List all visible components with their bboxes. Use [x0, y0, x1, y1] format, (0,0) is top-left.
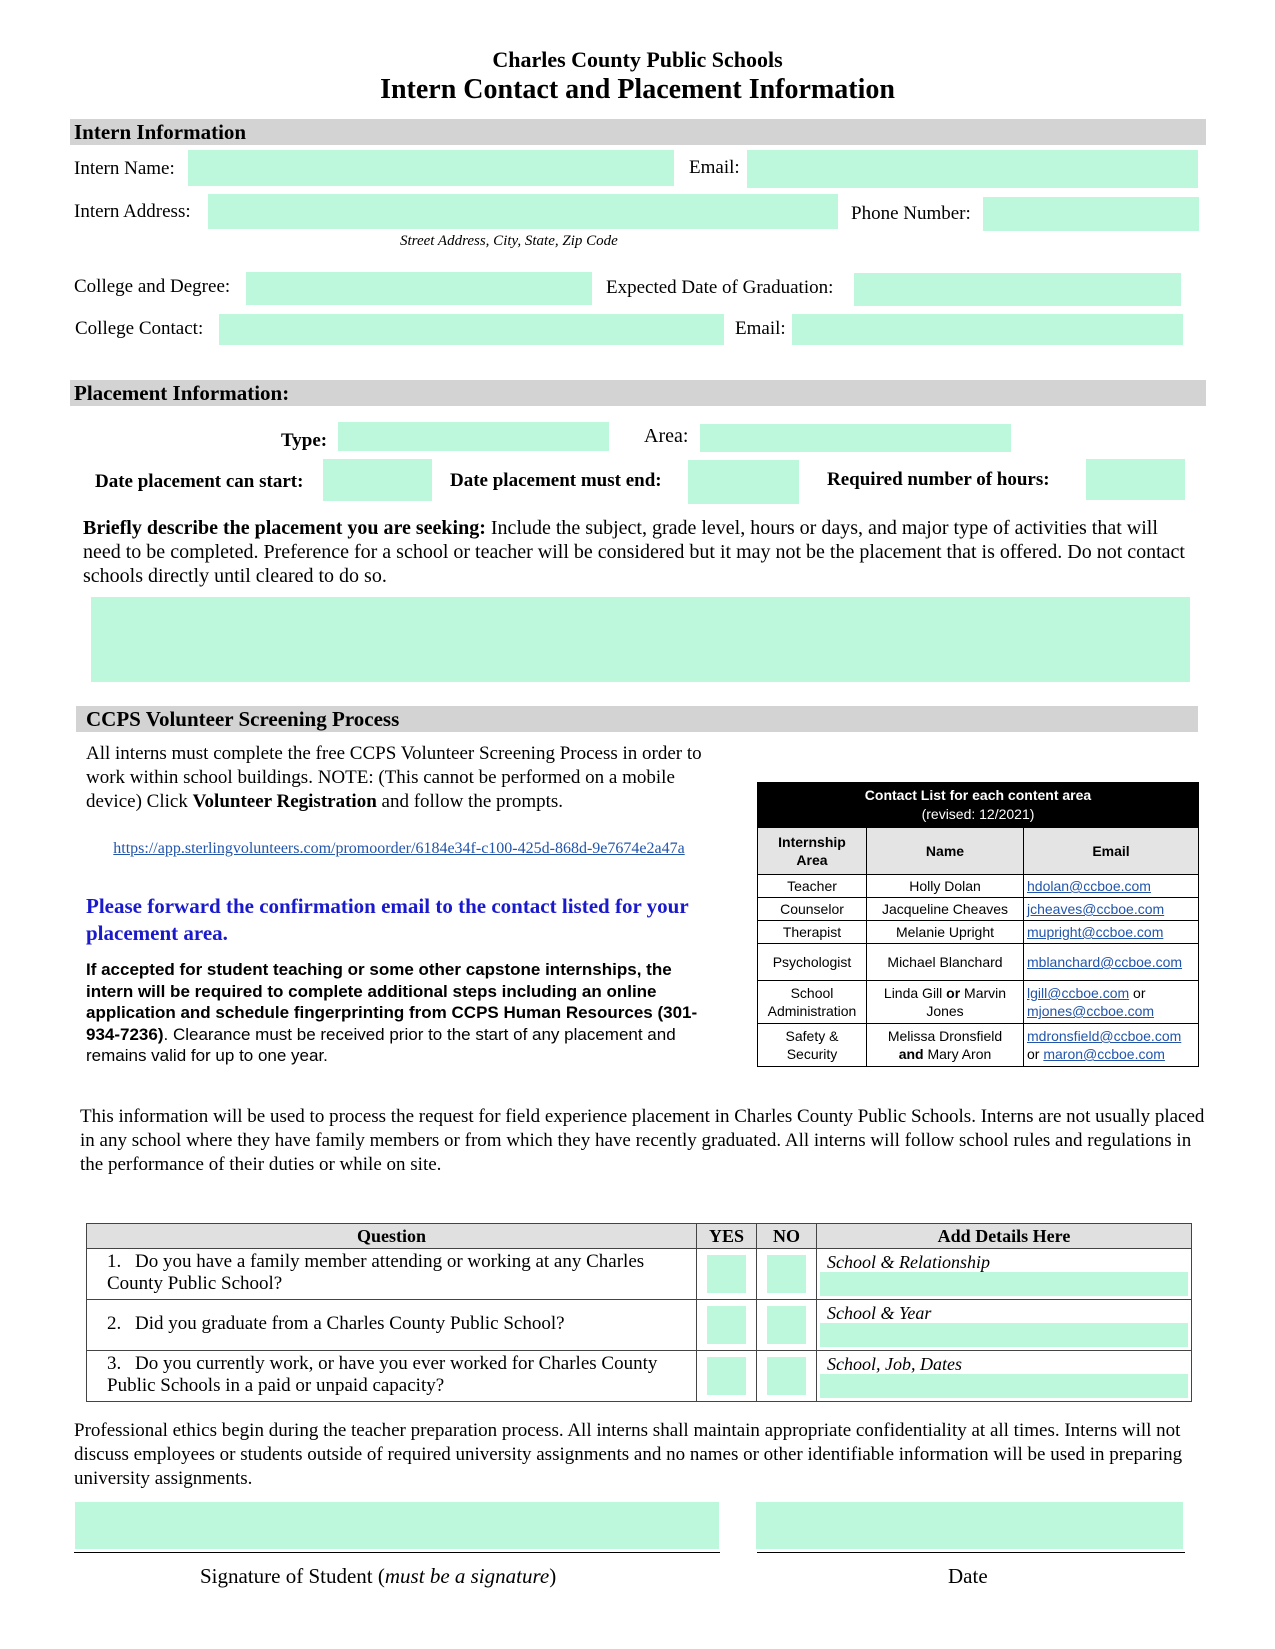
question-text-cell: [87, 1300, 697, 1351]
contact-name: [867, 981, 1024, 1024]
contact-name: Michael Blanchard: [867, 944, 1024, 981]
contact-email-join: or: [1129, 985, 1146, 1001]
yes-cell: [697, 1300, 757, 1351]
contact-row: [758, 921, 1199, 944]
no-field[interactable]: [767, 1306, 806, 1344]
details-field[interactable]: [820, 1323, 1188, 1347]
area-label: Area:: [644, 425, 689, 447]
intern-name-label: Intern Name:: [74, 158, 175, 179]
details-cell: [817, 1300, 1192, 1351]
questions-table: [86, 1223, 1192, 1402]
section-intern-information: Intern Information: [70, 119, 1206, 145]
question-text: Do you have a family member attending or working at any Charles County Public School?: [107, 1251, 645, 1294]
intern-address-label: Intern Address:: [74, 201, 191, 222]
col-details: Add Details Here: [817, 1224, 1192, 1249]
volunteer-registration-link[interactable]: https://app.sterlingvolunteers.com/promoorder/6184e34f-c100-425d-868d-9e7674e2a47a: [113, 840, 685, 857]
hours-field[interactable]: [1086, 459, 1185, 500]
contact-email-join: or: [1027, 1046, 1044, 1062]
college-degree-field[interactable]: [246, 272, 592, 305]
no-cell: [757, 1351, 817, 1402]
col-internship-area: Internship Area: [758, 828, 867, 875]
graduation-date-label: Expected Date of Graduation:: [606, 277, 834, 298]
end-date-label: Date placement must end:: [450, 470, 662, 491]
graduation-date-field[interactable]: [854, 273, 1181, 306]
address-hint: Street Address, City, State, Zip Code: [400, 233, 618, 249]
date-label: Date: [948, 1564, 988, 1588]
page-title: Intern Contact and Placement Information: [380, 74, 895, 105]
date-field[interactable]: [756, 1502, 1183, 1549]
contact-name: Jacqueline Cheaves: [867, 898, 1024, 921]
no-field[interactable]: [767, 1255, 806, 1293]
contact-name-join: and: [898, 1046, 924, 1062]
no-field[interactable]: [767, 1357, 806, 1395]
org-title: Charles County Public Schools: [492, 47, 783, 72]
yes-cell: [697, 1351, 757, 1402]
col-yes: YES: [697, 1224, 757, 1249]
contact-area: Safety & Security: [758, 1024, 867, 1067]
placement-description-field[interactable]: [91, 597, 1190, 682]
screening-intro-a: All interns must complete the free CCPS Volunteer Screening Process in order to work within school buildings. NOTE: (This cannot be performed on a mobile device) Click: [86, 743, 702, 812]
no-cell: [757, 1300, 817, 1351]
question-text: Do you currently work, or have you ever worked for Charles County Public Schools in a paid or unpaid capacity?: [107, 1353, 658, 1396]
contact-email-link[interactable]: hdolan@ccboe.com: [1027, 878, 1151, 894]
contact-name-join: or: [946, 985, 961, 1001]
signature-label-a: Signature of Student (: [200, 1564, 385, 1588]
end-date-field[interactable]: [688, 460, 799, 504]
contact-email-link[interactable]: mdronsfield@ccboe.com: [1027, 1028, 1182, 1044]
col-name: Name: [867, 828, 1024, 875]
details-hint: School & Year: [827, 1303, 932, 1323]
contact-email-link[interactable]: mblanchard@ccboe.com: [1027, 954, 1183, 970]
contact-area: Teacher: [758, 875, 867, 898]
contact-row: [758, 1024, 1199, 1067]
question-text: Did you graduate from a Charles County Public School?: [135, 1313, 565, 1334]
screening-intro-b: and follow the prompts.: [376, 791, 564, 812]
contact-list-revised: (revised: 12/2021): [921, 806, 1035, 822]
contact-name: [867, 1024, 1024, 1067]
yes-field[interactable]: [707, 1306, 746, 1344]
start-date-label: Date placement can start:: [95, 471, 304, 492]
section-placement-information: Placement Information:: [70, 380, 1206, 406]
accepted-note-bold: If accepted for student teaching or some other capstone internships, the intern will be required to complete additional steps including an online application and schedule fingerprinting from CCPS Human Resources (301-934-7236): [86, 960, 698, 1044]
accepted-note-text: . Clearance must be received prior to the start of any placement and remains valid for up to one year.: [86, 1024, 676, 1065]
describe-bold: Briefly describe the placement you are seeking:: [83, 517, 486, 539]
details-hint: School & Relationship: [827, 1252, 990, 1272]
start-date-field[interactable]: [323, 459, 432, 501]
contact-row: [758, 875, 1199, 898]
intern-name-field[interactable]: [188, 150, 674, 186]
contact-list-title-text: Contact List for each content area: [864, 787, 1092, 803]
signature-label: [200, 1563, 556, 1589]
signature-line: [74, 1552, 720, 1553]
col-no: NO: [757, 1224, 817, 1249]
type-label: Type:: [281, 430, 328, 451]
details-cell: [817, 1351, 1192, 1402]
yes-field[interactable]: [707, 1255, 746, 1293]
details-cell: [817, 1249, 1192, 1300]
question-row: [87, 1351, 1192, 1402]
question-number: 3.: [107, 1353, 122, 1374]
yes-cell: [697, 1249, 757, 1300]
contact-row: [758, 898, 1199, 921]
phone-number-field[interactable]: [983, 197, 1199, 231]
question-text-cell: [87, 1249, 697, 1300]
contact-row: [758, 981, 1199, 1024]
question-row: [87, 1300, 1192, 1351]
college-contact-label: College Contact:: [75, 318, 204, 339]
hours-label: Required number of hours:: [827, 469, 1050, 490]
college-email-label: Email:: [735, 318, 786, 339]
no-cell: [757, 1249, 817, 1300]
contact-area: Psychologist: [758, 944, 867, 981]
intern-email-field[interactable]: [747, 150, 1198, 188]
screening-intro: [86, 742, 706, 814]
signature-label-italic: must be a signature: [384, 1564, 550, 1588]
college-contact-field[interactable]: [219, 314, 724, 345]
details-hint: School, Job, Dates: [827, 1354, 962, 1374]
question-number: 1.: [107, 1251, 122, 1272]
contact-name: Melanie Upright: [867, 921, 1024, 944]
volunteer-registration-text: Volunteer Registration: [192, 791, 377, 812]
ethics-paragraph: Professional ethics begin during the teacher preparation process. All interns shall maintain appropriate confidentiality at all times. Interns will not discuss employees or students outside of required university assignments and no names or other identifiable information will be used in preparing university assignments.: [74, 1420, 1183, 1489]
describe-text: Include the subject, grade level, hours or days, and major type of activities that will need to be completed. Preference for a school or teacher will be considered but it may not be the placement that is offered. Do not contact schools directly until cleared to do so.: [83, 517, 1185, 587]
contact-area: School Administration: [758, 981, 867, 1024]
date-line: [757, 1552, 1185, 1553]
contact-area: Therapist: [758, 921, 867, 944]
placement-info-paragraph: This information will be used to process the request for field experience placement in Charles County Public Schools. Interns are not usually placed in any school where they have family members or from which they have recently graduated. All interns will follow school rules and regulations in the performance of their duties or while on site.: [80, 1106, 1205, 1175]
contact-email-link[interactable]: mupright@ccboe.com: [1027, 924, 1164, 940]
phone-number-label: Phone Number:: [851, 203, 971, 224]
contact-email-link[interactable]: mjones@ccboe.com: [1027, 1003, 1155, 1019]
col-question: Question: [87, 1224, 697, 1249]
yes-field[interactable]: [707, 1357, 746, 1395]
contact-row: [758, 944, 1199, 981]
signature-field[interactable]: [75, 1502, 719, 1549]
contact-email-link[interactable]: lgill@ccboe.com: [1027, 985, 1130, 1001]
contact-name-a: Linda Gill: [883, 985, 947, 1001]
forward-confirmation-note: Please forward the confirmation email to the contact listed for your placement area.: [86, 894, 689, 945]
contact-list-table: [757, 782, 1199, 1067]
contact-name-b: Mary Aron: [923, 1046, 992, 1062]
contact-name-a: Melissa Dronsfield: [887, 1028, 1003, 1044]
contact-name: Holly Dolan: [867, 875, 1024, 898]
contact-email-link[interactable]: jcheaves@ccboe.com: [1027, 901, 1165, 917]
contact-email-link[interactable]: maron@ccboe.com: [1043, 1046, 1165, 1062]
col-email: Email: [1024, 828, 1199, 875]
college-degree-label: College and Degree:: [74, 276, 231, 297]
section-volunteer-screening: CCPS Volunteer Screening Process: [76, 706, 1198, 732]
intern-email-label: Email:: [689, 157, 740, 178]
area-field[interactable]: [700, 424, 1011, 452]
accepted-note: [86, 959, 706, 1067]
intern-address-field[interactable]: [208, 194, 838, 229]
contact-area: Counselor: [758, 898, 867, 921]
signature-label-b: ): [549, 1564, 557, 1588]
details-field[interactable]: [820, 1374, 1188, 1398]
contact-list-title: [758, 783, 1199, 828]
contact-name-b: Marvin Jones: [926, 985, 1007, 1019]
type-field[interactable]: [338, 422, 609, 451]
college-email-field[interactable]: [792, 314, 1183, 345]
details-field[interactable]: [820, 1272, 1188, 1296]
question-text-cell: [87, 1351, 697, 1402]
question-number: 2.: [107, 1313, 122, 1334]
describe-instructions: [83, 516, 1193, 588]
question-row: [87, 1249, 1192, 1300]
